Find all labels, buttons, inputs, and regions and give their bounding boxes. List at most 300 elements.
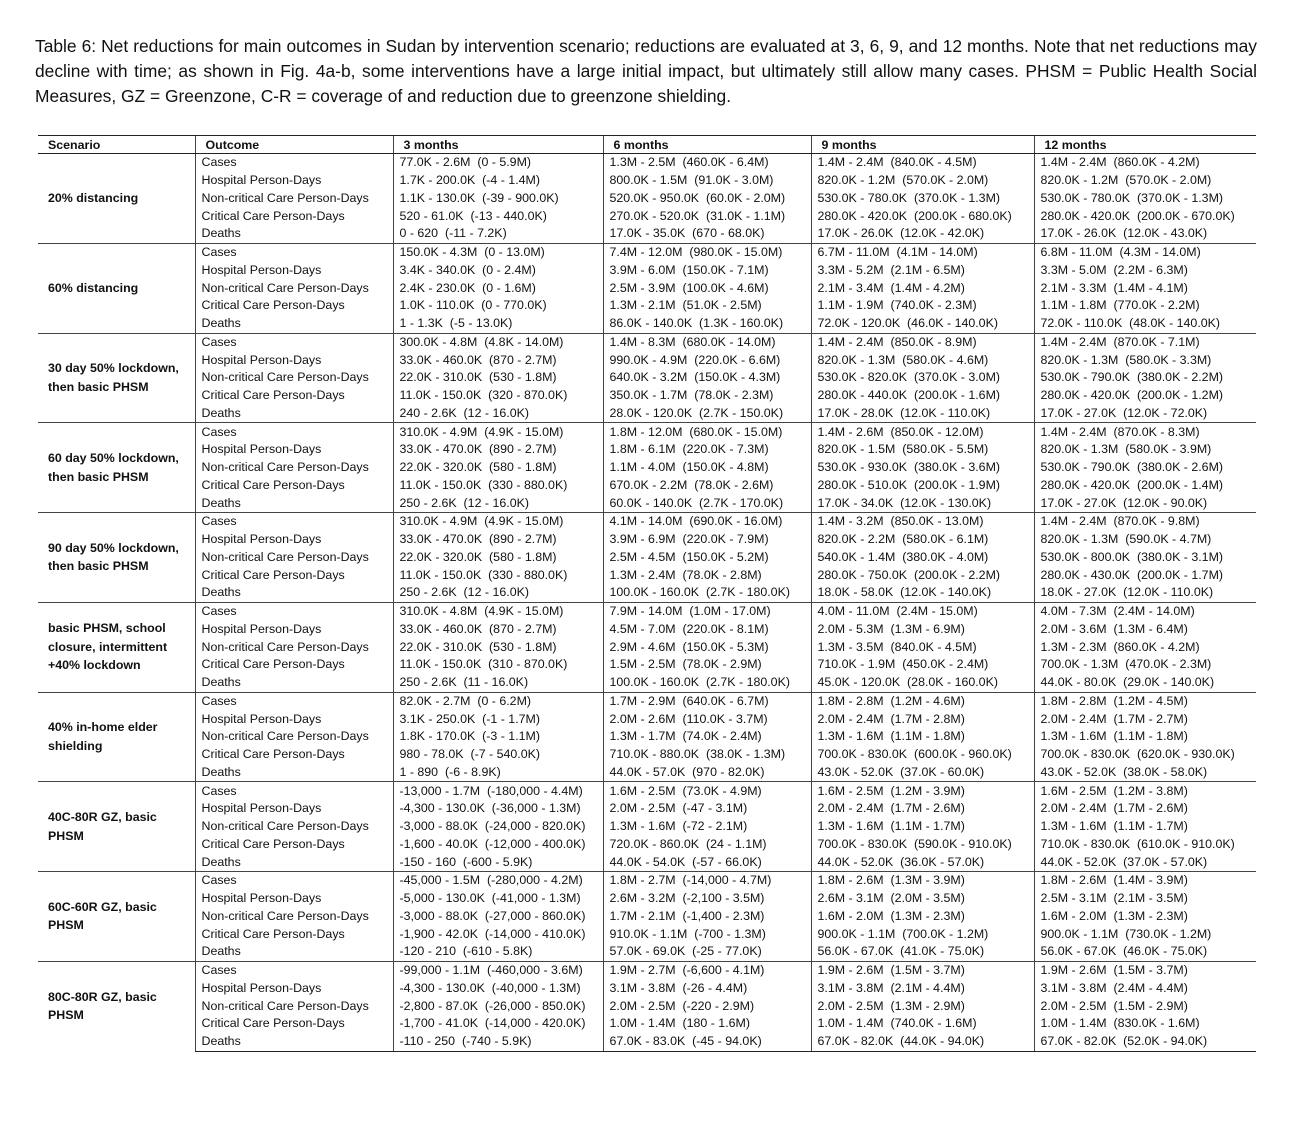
table-header (38, 136, 1256, 154)
month-12-cell: 280.0K - 430.0K (200.0K - 1.7M) (1034, 566, 1256, 584)
month-9-cell: 1.6M - 2.0M (1.3M - 2.3M) (811, 908, 1034, 926)
table-row (38, 513, 1256, 531)
outcome-cell: Critical Care Person-Days (195, 297, 393, 315)
month-9-cell: 2.1M - 3.4M (1.4M - 4.2M) (811, 279, 1034, 297)
month-9-cell: 900.0K - 1.1M (700.0K - 1.2M) (811, 925, 1034, 943)
month-3-cell: 11.0K - 150.0K (310 - 870.0K) (393, 656, 603, 674)
month-9-cell: 67.0K - 82.0K (44.0K - 94.0K) (811, 1033, 1034, 1051)
month-3-cell: 250 - 2.6K (12 - 16.0K) (393, 494, 603, 512)
month-9-cell: 700.0K - 830.0K (600.0K - 960.0K) (811, 746, 1034, 764)
table-row (38, 297, 1256, 315)
month-12-cell: 2.0M - 2.5M (1.5M - 2.9M) (1034, 997, 1256, 1015)
outcome-cell: Critical Care Person-Days (195, 207, 393, 225)
month-6-cell: 1.3M - 1.7M (74.0K - 2.4M) (603, 728, 811, 746)
month-9-cell: 1.6M - 2.5M (1.2M - 3.9M) (811, 782, 1034, 800)
month-12-cell: 17.0K - 27.0K (12.0K - 72.0K) (1034, 405, 1256, 423)
month-9-cell: 530.0K - 930.0K (380.0K - 3.6M) (811, 459, 1034, 477)
month-6-cell: 3.9M - 6.9M (220.0K - 7.9M) (603, 531, 811, 549)
month-12-cell: 4.0M - 7.3M (2.4M - 14.0M) (1034, 602, 1256, 620)
table-row (38, 190, 1256, 208)
table-row (38, 925, 1256, 943)
scenario-cell: 20% distancing (38, 154, 195, 244)
month-9-cell: 280.0K - 440.0K (200.0K - 1.6M) (811, 387, 1034, 405)
month-3-cell: 22.0K - 320.0K (580 - 1.8M) (393, 549, 603, 567)
month-3-cell: 82.0K - 2.7M (0 - 6.2M) (393, 692, 603, 710)
month-9-cell: 1.4M - 2.6M (850.0K - 12.0M) (811, 423, 1034, 441)
table-row (38, 890, 1256, 908)
outcome-cell: Non-critical Care Person-Days (195, 818, 393, 836)
month-9-cell: 1.0M - 1.4M (740.0K - 1.6M) (811, 1015, 1034, 1033)
table-body (38, 154, 1256, 1052)
month-12-cell: 1.9M - 2.6M (1.5M - 3.7M) (1034, 961, 1256, 979)
table-row (38, 262, 1256, 280)
month-6-cell: 1.8M - 2.7M (-14,000 - 4.7M) (603, 872, 811, 890)
outcome-cell: Critical Care Person-Days (195, 566, 393, 584)
month-9-cell: 280.0K - 510.0K (200.0K - 1.9M) (811, 477, 1034, 495)
month-3-cell: 1.1K - 130.0K (-39 - 900.0K) (393, 190, 603, 208)
month-3-cell: 11.0K - 150.0K (320 - 870.0K) (393, 387, 603, 405)
outcome-cell: Hospital Person-Days (195, 710, 393, 728)
header-3-months: 3 months (393, 136, 603, 154)
table-row (38, 782, 1256, 800)
table-row (38, 656, 1256, 674)
month-3-cell: 22.0K - 310.0K (530 - 1.8M) (393, 369, 603, 387)
month-3-cell: 2.4K - 230.0K (0 - 1.6M) (393, 279, 603, 297)
month-12-cell: 280.0K - 420.0K (200.0K - 1.2M) (1034, 387, 1256, 405)
month-12-cell: 1.8M - 2.6M (1.4M - 3.9M) (1034, 872, 1256, 890)
header-row (38, 136, 1256, 154)
month-12-cell: 72.0K - 110.0K (48.0K - 140.0K) (1034, 315, 1256, 333)
table-row (38, 549, 1256, 567)
month-3-cell: 300.0K - 4.8M (4.8K - 14.0M) (393, 333, 603, 351)
month-12-cell: 530.0K - 790.0K (380.0K - 2.6M) (1034, 459, 1256, 477)
table-row (38, 207, 1256, 225)
month-6-cell: 28.0K - 120.0K (2.7K - 150.0K) (603, 405, 811, 423)
month-9-cell: 2.6M - 3.1M (2.0M - 3.5M) (811, 890, 1034, 908)
month-3-cell: 33.0K - 460.0K (870 - 2.7M) (393, 351, 603, 369)
month-12-cell: 1.4M - 2.4M (870.0K - 7.1M) (1034, 333, 1256, 351)
table-row (38, 315, 1256, 333)
month-3-cell: 1.7K - 200.0K (-4 - 1.4M) (393, 172, 603, 190)
month-3-cell: -5,000 - 130.0K (-41,000 - 1.3M) (393, 890, 603, 908)
month-9-cell: 3.1M - 3.8M (2.1M - 4.4M) (811, 980, 1034, 998)
table-caption: Table 6: Net reductions for main outcomes in Sudan by intervention scenario; reductions are evaluated at 3, 6, 9, and 12 months. Note that net reductions may decline with time; as shown in Fig. 4a-b, some interventions have a large initial impact, but ultimately still allow many cases. PHSM = Public Health Social Measures, GZ = Greenzone, C-R = coverage of and reduction due to greenzone shielding. (35, 36, 1257, 106)
month-3-cell: 310.0K - 4.9M (4.9K - 15.0M) (393, 423, 603, 441)
month-6-cell: 17.0K - 35.0K (670 - 68.0K) (603, 225, 811, 243)
month-3-cell: -1,600 - 40.0K (-12,000 - 400.0K) (393, 836, 603, 854)
outcome-cell: Non-critical Care Person-Days (195, 997, 393, 1015)
month-3-cell: -99,000 - 1.1M (-460,000 - 3.6M) (393, 961, 603, 979)
month-12-cell: 2.0M - 2.4M (1.7M - 2.7M) (1034, 710, 1256, 728)
header-scenario: Scenario (38, 136, 195, 154)
month-6-cell: 2.0M - 2.5M (-220 - 2.9M) (603, 997, 811, 1015)
month-3-cell: 0 - 620 (-11 - 7.2K) (393, 225, 603, 243)
month-6-cell: 7.4M - 12.0M (980.0K - 15.0M) (603, 243, 811, 261)
month-9-cell: 43.0K - 52.0K (37.0K - 60.0K) (811, 764, 1034, 782)
month-6-cell: 100.0K - 160.0K (2.7K - 180.0K) (603, 674, 811, 692)
month-12-cell: 530.0K - 790.0K (380.0K - 2.2M) (1034, 369, 1256, 387)
month-12-cell: 18.0K - 27.0K (12.0K - 110.0K) (1034, 584, 1256, 602)
outcome-cell: Critical Care Person-Days (195, 746, 393, 764)
header-6-months: 6 months (603, 136, 811, 154)
month-3-cell: 22.0K - 320.0K (580 - 1.8M) (393, 459, 603, 477)
outcome-cell: Cases (195, 423, 393, 441)
month-9-cell: 1.8M - 2.8M (1.2M - 4.6M) (811, 692, 1034, 710)
outcome-cell: Cases (195, 602, 393, 620)
month-3-cell: 33.0K - 460.0K (870 - 2.7M) (393, 621, 603, 639)
header-12-months: 12 months (1034, 136, 1256, 154)
month-12-cell: 1.4M - 2.4M (860.0K - 4.2M) (1034, 154, 1256, 172)
table-row (38, 225, 1256, 243)
month-9-cell: 1.4M - 3.2M (850.0K - 13.0M) (811, 513, 1034, 531)
month-3-cell: 11.0K - 150.0K (330 - 880.0K) (393, 566, 603, 584)
scenario-cell: 40% in-home elder shielding (38, 692, 195, 782)
table-row (38, 853, 1256, 871)
outcome-cell: Cases (195, 333, 393, 351)
month-3-cell: 310.0K - 4.9M (4.9K - 15.0M) (393, 513, 603, 531)
month-9-cell: 18.0K - 58.0K (12.0K - 140.0K) (811, 584, 1034, 602)
month-12-cell: 280.0K - 420.0K (200.0K - 1.4M) (1034, 477, 1256, 495)
month-6-cell: 44.0K - 57.0K (970 - 82.0K) (603, 764, 811, 782)
month-12-cell: 1.3M - 1.6M (1.1M - 1.7M) (1034, 818, 1256, 836)
month-12-cell: 900.0K - 1.1M (730.0K - 1.2M) (1034, 925, 1256, 943)
month-9-cell: 530.0K - 820.0K (370.0K - 3.0M) (811, 369, 1034, 387)
table-row (38, 943, 1256, 961)
month-12-cell: 1.6M - 2.5M (1.2M - 3.8M) (1034, 782, 1256, 800)
month-6-cell: 1.3M - 2.4M (78.0K - 2.8M) (603, 566, 811, 584)
month-12-cell: 43.0K - 52.0K (38.0K - 58.0K) (1034, 764, 1256, 782)
month-9-cell: 540.0K - 1.4M (380.0K - 4.0M) (811, 549, 1034, 567)
outcome-cell: Cases (195, 243, 393, 261)
outcome-cell: Hospital Person-Days (195, 621, 393, 639)
month-3-cell: -1,700 - 41.0K (-14,000 - 420.0K) (393, 1015, 603, 1033)
outcome-cell: Hospital Person-Days (195, 262, 393, 280)
month-12-cell: 700.0K - 1.3M (470.0K - 2.3M) (1034, 656, 1256, 674)
month-3-cell: 33.0K - 470.0K (890 - 2.7M) (393, 531, 603, 549)
table-row (38, 387, 1256, 405)
scenario-cell: 30 day 50% lockdown, then basic PHSM (38, 333, 195, 423)
month-12-cell: 1.0M - 1.4M (830.0K - 1.6M) (1034, 1015, 1256, 1033)
table-row (38, 621, 1256, 639)
month-9-cell: 4.0M - 11.0M (2.4M - 15.0M) (811, 602, 1034, 620)
scenario-cell: 60% distancing (38, 243, 195, 333)
outcome-cell: Deaths (195, 494, 393, 512)
month-9-cell: 17.0K - 28.0K (12.0K - 110.0K) (811, 405, 1034, 423)
month-12-cell: 44.0K - 52.0K (37.0K - 57.0K) (1034, 853, 1256, 871)
month-3-cell: -4,300 - 130.0K (-40,000 - 1.3M) (393, 980, 603, 998)
outcome-cell: Hospital Person-Days (195, 441, 393, 459)
month-6-cell: 910.0K - 1.1M (-700 - 1.3M) (603, 925, 811, 943)
month-9-cell: 1.3M - 1.6M (1.1M - 1.7M) (811, 818, 1034, 836)
month-3-cell: 33.0K - 470.0K (890 - 2.7M) (393, 441, 603, 459)
results-table (38, 135, 1256, 1052)
month-12-cell: 1.6M - 2.0M (1.3M - 2.3M) (1034, 908, 1256, 926)
table-row (38, 459, 1256, 477)
month-12-cell: 2.0M - 2.4M (1.7M - 2.6M) (1034, 800, 1256, 818)
month-3-cell: -3,000 - 88.0K (-24,000 - 820.0K) (393, 818, 603, 836)
scenario-cell: 40C-80R GZ, basic PHSM (38, 782, 195, 872)
month-6-cell: 1.9M - 2.7M (-6,600 - 4.1M) (603, 961, 811, 979)
outcome-cell: Hospital Person-Days (195, 531, 393, 549)
month-6-cell: 1.7M - 2.9M (640.0K - 6.7M) (603, 692, 811, 710)
month-6-cell: 1.3M - 2.1M (51.0K - 2.5M) (603, 297, 811, 315)
outcome-cell: Cases (195, 872, 393, 890)
month-9-cell: 280.0K - 750.0K (200.0K - 2.2M) (811, 566, 1034, 584)
month-9-cell: 820.0K - 1.3M (580.0K - 4.6M) (811, 351, 1034, 369)
outcome-cell: Deaths (195, 225, 393, 243)
month-6-cell: 57.0K - 69.0K (-25 - 77.0K) (603, 943, 811, 961)
month-3-cell: 3.4K - 340.0K (0 - 2.4M) (393, 262, 603, 280)
month-12-cell: 1.8M - 2.8M (1.2M - 4.5M) (1034, 692, 1256, 710)
month-12-cell: 820.0K - 1.3M (580.0K - 3.9M) (1034, 441, 1256, 459)
month-12-cell: 2.1M - 3.3M (1.4M - 4.1M) (1034, 279, 1256, 297)
outcome-cell: Deaths (195, 1033, 393, 1051)
month-12-cell: 17.0K - 26.0K (12.0K - 43.0K) (1034, 225, 1256, 243)
month-12-cell: 530.0K - 780.0K (370.0K - 1.3M) (1034, 190, 1256, 208)
month-6-cell: 3.1M - 3.8M (-26 - 4.4M) (603, 980, 811, 998)
month-9-cell: 17.0K - 26.0K (12.0K - 42.0K) (811, 225, 1034, 243)
table-row (38, 818, 1256, 836)
month-9-cell: 820.0K - 1.2M (570.0K - 2.0M) (811, 172, 1034, 190)
month-3-cell: 310.0K - 4.8M (4.9K - 15.0M) (393, 602, 603, 620)
month-9-cell: 1.3M - 1.6M (1.1M - 1.8M) (811, 728, 1034, 746)
month-6-cell: 44.0K - 54.0K (-57 - 66.0K) (603, 853, 811, 871)
month-3-cell: -13,000 - 1.7M (-180,000 - 4.4M) (393, 782, 603, 800)
outcome-cell: Critical Care Person-Days (195, 477, 393, 495)
month-6-cell: 4.1M - 14.0M (690.0K - 16.0M) (603, 513, 811, 531)
table-row (38, 908, 1256, 926)
outcome-cell: Critical Care Person-Days (195, 836, 393, 854)
month-6-cell: 100.0K - 160.0K (2.7K - 180.0K) (603, 584, 811, 602)
month-9-cell: 1.3M - 3.5M (840.0K - 4.5M) (811, 638, 1034, 656)
month-12-cell: 1.4M - 2.4M (870.0K - 8.3M) (1034, 423, 1256, 441)
outcome-cell: Non-critical Care Person-Days (195, 279, 393, 297)
table-row (38, 584, 1256, 602)
outcome-cell: Non-critical Care Person-Days (195, 728, 393, 746)
month-6-cell: 1.3M - 1.6M (-72 - 2.1M) (603, 818, 811, 836)
month-6-cell: 2.5M - 3.9M (100.0K - 4.6M) (603, 279, 811, 297)
month-12-cell: 2.5M - 3.1M (2.1M - 3.5M) (1034, 890, 1256, 908)
month-6-cell: 990.0K - 4.9M (220.0K - 6.6M) (603, 351, 811, 369)
table-row (38, 423, 1256, 441)
month-3-cell: 1 - 890 (-6 - 8.9K) (393, 764, 603, 782)
month-3-cell: 77.0K - 2.6M (0 - 5.9M) (393, 154, 603, 172)
month-6-cell: 800.0K - 1.5M (91.0K - 3.0M) (603, 172, 811, 190)
table-row (38, 710, 1256, 728)
month-3-cell: 240 - 2.6K (12 - 16.0K) (393, 405, 603, 423)
outcome-cell: Hospital Person-Days (195, 172, 393, 190)
month-9-cell: 2.0M - 2.5M (1.3M - 2.9M) (811, 997, 1034, 1015)
table-row (38, 477, 1256, 495)
outcome-cell: Cases (195, 961, 393, 979)
scenario-cell: 60C-60R GZ, basic PHSM (38, 872, 195, 962)
month-6-cell: 1.6M - 2.5M (73.0K - 4.9M) (603, 782, 811, 800)
month-6-cell: 7.9M - 14.0M (1.0M - 17.0M) (603, 602, 811, 620)
month-6-cell: 1.4M - 8.3M (680.0K - 14.0M) (603, 333, 811, 351)
table-row (38, 279, 1256, 297)
table-row (38, 674, 1256, 692)
month-9-cell: 700.0K - 830.0K (590.0K - 910.0K) (811, 836, 1034, 854)
outcome-cell: Critical Care Person-Days (195, 925, 393, 943)
month-12-cell: 820.0K - 1.3M (580.0K - 3.3M) (1034, 351, 1256, 369)
month-6-cell: 270.0K - 520.0K (31.0K - 1.1M) (603, 207, 811, 225)
month-9-cell: 72.0K - 120.0K (46.0K - 140.0K) (811, 315, 1034, 333)
month-12-cell: 3.3M - 5.0M (2.2M - 6.3M) (1034, 262, 1256, 280)
month-12-cell: 280.0K - 420.0K (200.0K - 670.0K) (1034, 207, 1256, 225)
month-9-cell: 6.7M - 11.0M (4.1M - 14.0M) (811, 243, 1034, 261)
outcome-cell: Deaths (195, 853, 393, 871)
month-6-cell: 350.0K - 1.7M (78.0K - 2.3M) (603, 387, 811, 405)
month-12-cell: 1.3M - 2.3M (860.0K - 4.2M) (1034, 638, 1256, 656)
outcome-cell: Non-critical Care Person-Days (195, 549, 393, 567)
month-9-cell: 56.0K - 67.0K (41.0K - 75.0K) (811, 943, 1034, 961)
outcome-cell: Critical Care Person-Days (195, 656, 393, 674)
outcome-cell: Non-critical Care Person-Days (195, 190, 393, 208)
month-12-cell: 700.0K - 830.0K (620.0K - 930.0K) (1034, 746, 1256, 764)
outcome-cell: Cases (195, 782, 393, 800)
outcome-cell: Non-critical Care Person-Days (195, 459, 393, 477)
table-row (38, 1033, 1256, 1051)
scenario-cell: 60 day 50% lockdown, then basic PHSM (38, 423, 195, 513)
month-6-cell: 1.3M - 2.5M (460.0K - 6.4M) (603, 154, 811, 172)
table-row (38, 531, 1256, 549)
month-6-cell: 720.0K - 860.0K (24 - 1.1M) (603, 836, 811, 854)
outcome-cell: Hospital Person-Days (195, 890, 393, 908)
table-row (38, 369, 1256, 387)
month-3-cell: 3.1K - 250.0K (-1 - 1.7M) (393, 710, 603, 728)
month-3-cell: -3,000 - 88.0K (-27,000 - 860.0K) (393, 908, 603, 926)
month-6-cell: 1.1M - 4.0M (150.0K - 4.8M) (603, 459, 811, 477)
month-3-cell: -150 - 160 (-600 - 5.9K) (393, 853, 603, 871)
month-6-cell: 2.0M - 2.5M (-47 - 3.1M) (603, 800, 811, 818)
month-12-cell: 17.0K - 27.0K (12.0K - 90.0K) (1034, 494, 1256, 512)
month-12-cell: 3.1M - 3.8M (2.4M - 4.4M) (1034, 980, 1256, 998)
month-12-cell: 820.0K - 1.2M (570.0K - 2.0M) (1034, 172, 1256, 190)
month-9-cell: 1.4M - 2.4M (840.0K - 4.5M) (811, 154, 1034, 172)
month-9-cell: 820.0K - 2.2M (580.0K - 6.1M) (811, 531, 1034, 549)
table-row (38, 746, 1256, 764)
table-row (38, 638, 1256, 656)
month-9-cell: 3.3M - 5.2M (2.1M - 6.5M) (811, 262, 1034, 280)
table-row (38, 333, 1256, 351)
table-row (38, 494, 1256, 512)
outcome-cell: Non-critical Care Person-Days (195, 369, 393, 387)
month-6-cell: 710.0K - 880.0K (38.0K - 1.3M) (603, 746, 811, 764)
month-6-cell: 86.0K - 140.0K (1.3K - 160.0K) (603, 315, 811, 333)
month-6-cell: 670.0K - 2.2M (78.0K - 2.6M) (603, 477, 811, 495)
outcome-cell: Hospital Person-Days (195, 351, 393, 369)
table-row (38, 243, 1256, 261)
header-9-months: 9 months (811, 136, 1034, 154)
month-3-cell: -4,300 - 130.0K (-36,000 - 1.3M) (393, 800, 603, 818)
month-12-cell: 67.0K - 82.0K (52.0K - 94.0K) (1034, 1033, 1256, 1051)
month-9-cell: 280.0K - 420.0K (200.0K - 680.0K) (811, 207, 1034, 225)
outcome-cell: Deaths (195, 405, 393, 423)
month-6-cell: 2.5M - 4.5M (150.0K - 5.2M) (603, 549, 811, 567)
month-12-cell: 1.4M - 2.4M (870.0K - 9.8M) (1034, 513, 1256, 531)
outcome-cell: Cases (195, 513, 393, 531)
table-row (38, 441, 1256, 459)
month-12-cell: 1.3M - 1.6M (1.1M - 1.8M) (1034, 728, 1256, 746)
header-outcome: Outcome (195, 136, 393, 154)
table-row (38, 997, 1256, 1015)
month-6-cell: 2.6M - 3.2M (-2,100 - 3.5M) (603, 890, 811, 908)
outcome-cell: Cases (195, 692, 393, 710)
month-6-cell: 520.0K - 950.0K (60.0K - 2.0M) (603, 190, 811, 208)
month-3-cell: 1.0K - 110.0K (0 - 770.0K) (393, 297, 603, 315)
table-row (38, 172, 1256, 190)
outcome-cell: Deaths (195, 315, 393, 333)
month-3-cell: -2,800 - 87.0K (-26,000 - 850.0K) (393, 997, 603, 1015)
month-9-cell: 2.0M - 5.3M (1.3M - 6.9M) (811, 621, 1034, 639)
month-3-cell: 980 - 78.0K (-7 - 540.0K) (393, 746, 603, 764)
month-3-cell: 250 - 2.6K (11 - 16.0K) (393, 674, 603, 692)
month-9-cell: 2.0M - 2.4M (1.7M - 2.8M) (811, 710, 1034, 728)
table-row (38, 800, 1256, 818)
table-row (38, 405, 1256, 423)
outcome-cell: Non-critical Care Person-Days (195, 908, 393, 926)
table-row (38, 1015, 1256, 1033)
month-6-cell: 60.0K - 140.0K (2.7K - 170.0K) (603, 494, 811, 512)
month-6-cell: 2.0M - 2.6M (110.0K - 3.7M) (603, 710, 811, 728)
outcome-cell: Cases (195, 154, 393, 172)
month-9-cell: 530.0K - 780.0K (370.0K - 1.3M) (811, 190, 1034, 208)
month-9-cell: 1.1M - 1.9M (740.0K - 2.3M) (811, 297, 1034, 315)
month-3-cell: 520 - 61.0K (-13 - 440.0K) (393, 207, 603, 225)
month-3-cell: 11.0K - 150.0K (330 - 880.0K) (393, 477, 603, 495)
table-row (38, 961, 1256, 979)
month-12-cell: 2.0M - 3.6M (1.3M - 6.4M) (1034, 621, 1256, 639)
month-3-cell: 150.0K - 4.3M (0 - 13.0M) (393, 243, 603, 261)
month-9-cell: 710.0K - 1.9M (450.0K - 2.4M) (811, 656, 1034, 674)
outcome-cell: Deaths (195, 584, 393, 602)
outcome-cell: Critical Care Person-Days (195, 1015, 393, 1033)
scenario-cell: 90 day 50% lockdown, then basic PHSM (38, 513, 195, 603)
table-row (38, 872, 1256, 890)
month-6-cell: 1.0M - 1.4M (180 - 1.6M) (603, 1015, 811, 1033)
month-12-cell: 6.8M - 11.0M (4.3M - 14.0M) (1034, 243, 1256, 261)
outcome-cell: Non-critical Care Person-Days (195, 638, 393, 656)
month-9-cell: 1.9M - 2.6M (1.5M - 3.7M) (811, 961, 1034, 979)
month-6-cell: 1.8M - 12.0M (680.0K - 15.0M) (603, 423, 811, 441)
month-6-cell: 1.7M - 2.1M (-1,400 - 2.3M) (603, 908, 811, 926)
month-9-cell: 1.8M - 2.6M (1.3M - 3.9M) (811, 872, 1034, 890)
month-3-cell: 250 - 2.6K (12 - 16.0K) (393, 584, 603, 602)
outcome-cell: Deaths (195, 943, 393, 961)
month-12-cell: 1.1M - 1.8M (770.0K - 2.2M) (1034, 297, 1256, 315)
month-9-cell: 820.0K - 1.5M (580.0K - 5.5M) (811, 441, 1034, 459)
month-6-cell: 3.9M - 6.0M (150.0K - 7.1M) (603, 262, 811, 280)
table-row (38, 692, 1256, 710)
month-3-cell: 1.8K - 170.0K (-3 - 1.1M) (393, 728, 603, 746)
month-12-cell: 710.0K - 830.0K (610.0K - 910.0K) (1034, 836, 1256, 854)
month-9-cell: 17.0K - 34.0K (12.0K - 130.0K) (811, 494, 1034, 512)
month-3-cell: -45,000 - 1.5M (-280,000 - 4.2M) (393, 872, 603, 890)
table-row (38, 764, 1256, 782)
month-6-cell: 4.5M - 7.0M (220.0K - 8.1M) (603, 621, 811, 639)
month-9-cell: 1.4M - 2.4M (850.0K - 8.9M) (811, 333, 1034, 351)
month-12-cell: 44.0K - 80.0K (29.0K - 140.0K) (1034, 674, 1256, 692)
table-row (38, 566, 1256, 584)
month-3-cell: -110 - 250 (-740 - 5.9K) (393, 1033, 603, 1051)
month-12-cell: 56.0K - 67.0K (46.0K - 75.0K) (1034, 943, 1256, 961)
table-row (38, 728, 1256, 746)
table-row (38, 602, 1256, 620)
month-3-cell: 22.0K - 310.0K (530 - 1.8M) (393, 638, 603, 656)
table-row (38, 980, 1256, 998)
month-6-cell: 2.9M - 4.6M (150.0K - 5.3M) (603, 638, 811, 656)
scenario-cell: basic PHSM, school closure, intermittent +40% lockdown (38, 602, 195, 692)
